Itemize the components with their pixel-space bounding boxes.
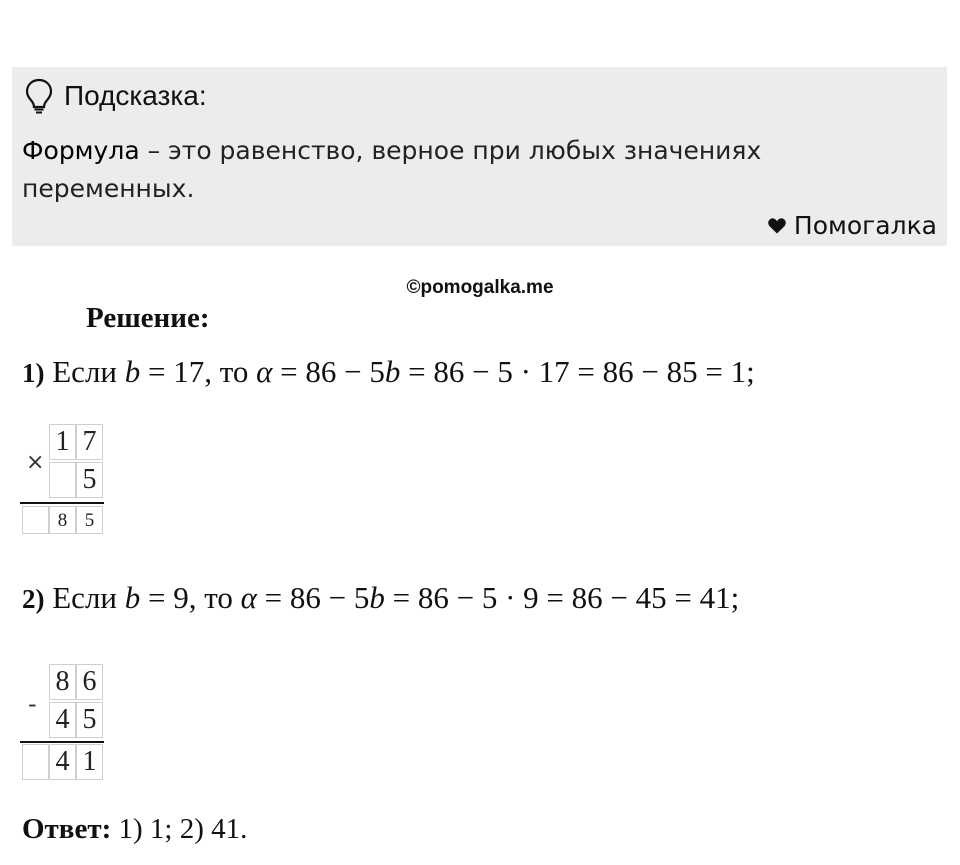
lightbulb-icon [24, 78, 54, 114]
grid-cell: 4 [49, 702, 76, 738]
grid-cell: 1 [76, 744, 103, 780]
solution-step-1 [22, 354, 755, 390]
grid-cell: 5 [76, 702, 103, 738]
step-text: = 86 − 5 · 17 = 86 − 85 = 1; [400, 354, 755, 389]
step-text: = 86 − 5 [272, 354, 385, 389]
answer [22, 813, 247, 846]
answer-text: 1) 1; 2) 41. [111, 813, 248, 845]
brand[interactable] [768, 211, 937, 240]
step-number: 1) [22, 358, 45, 388]
grid-cell: 5 [76, 506, 103, 534]
grid-cell: 5 [76, 462, 103, 498]
grid-cell [22, 744, 49, 780]
heart-icon [768, 218, 786, 234]
step-text: = 9, то [140, 580, 241, 615]
step-text: = 17, то [140, 354, 257, 389]
grid-cell: 6 [76, 664, 103, 700]
grid-cell: 1 [49, 424, 76, 460]
step-text: Если [44, 354, 125, 389]
grid-cell [22, 506, 49, 534]
hint-title: Подсказка: [64, 80, 207, 111]
hint-text [22, 132, 882, 208]
watermark: ©pomogalka.me [406, 277, 554, 298]
variable: α [240, 580, 257, 615]
subtraction-rule [20, 741, 104, 743]
variable: b [124, 354, 141, 389]
hint-header [24, 78, 207, 114]
solution-title: Решение: [86, 302, 210, 334]
variable: b [369, 580, 385, 615]
answer-label: Ответ: [22, 813, 112, 845]
multiply-sign: × [26, 450, 45, 475]
hint-box [12, 67, 947, 246]
variable: b [384, 354, 401, 389]
step-number: 2) [22, 584, 45, 614]
multiplication-grid [20, 424, 110, 536]
minus-sign: - [28, 690, 37, 718]
brand-label: Помогалка [793, 211, 937, 240]
step-text: Если [44, 580, 125, 615]
multiplication-rule [20, 502, 104, 504]
variable: α [256, 354, 273, 389]
subtraction-grid [20, 664, 110, 784]
step-text: = 86 − 5 · 9 = 86 − 45 = 41; [384, 580, 740, 615]
hint-term: Формула [22, 136, 140, 165]
solution-step-2 [22, 580, 739, 616]
step-text: = 86 − 5 [256, 580, 370, 615]
hint-definition: – это равенство, верное при любых значениях переменных. [22, 136, 762, 203]
grid-cell [49, 462, 76, 498]
grid-cell: 7 [76, 424, 103, 460]
grid-cell: 8 [49, 506, 76, 534]
grid-cell: 8 [49, 664, 76, 700]
variable: b [124, 580, 141, 615]
grid-cell: 4 [49, 744, 76, 780]
